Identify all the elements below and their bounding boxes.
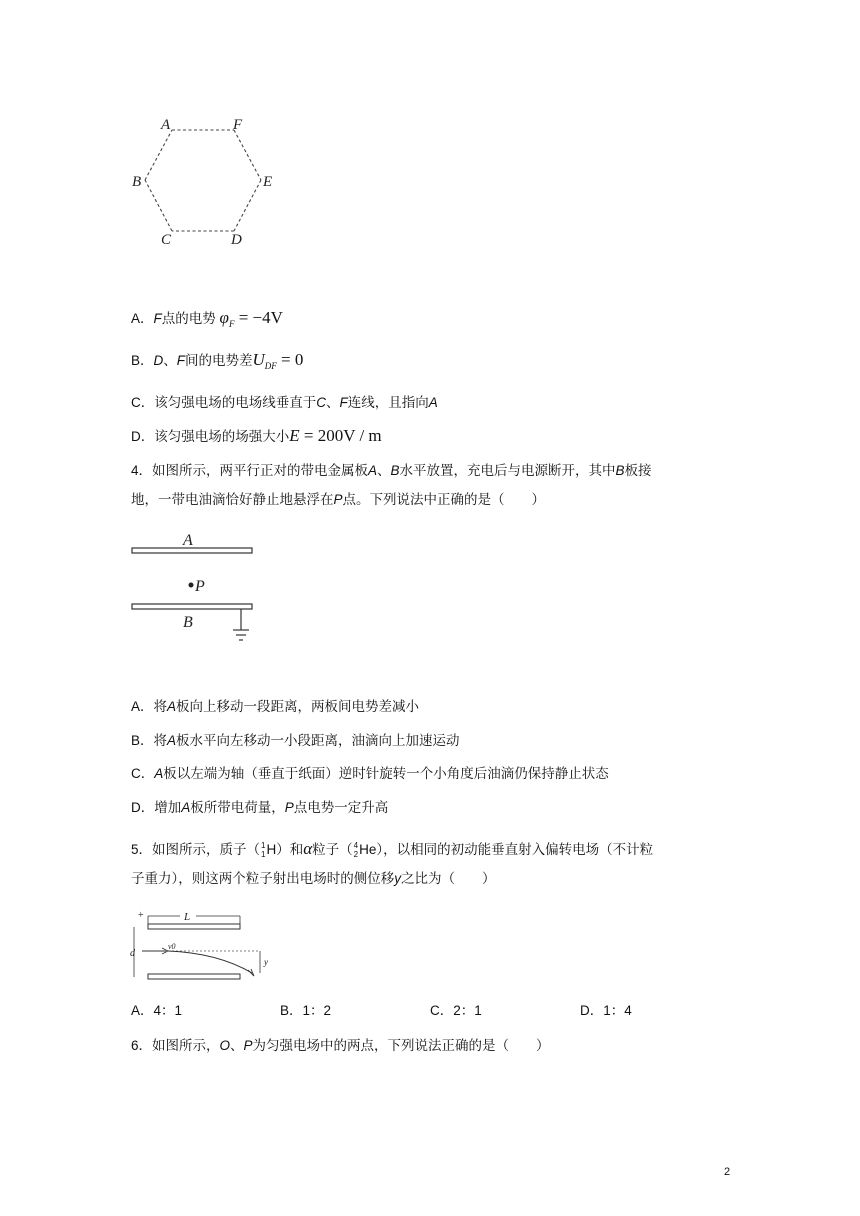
oil-drop bbox=[189, 583, 194, 588]
capacitor-figure bbox=[128, 530, 268, 645]
q5-option-c: C．2：1 bbox=[430, 1003, 482, 1018]
label-L: L bbox=[184, 911, 191, 923]
q5-option-a: A．4：1 bbox=[131, 1003, 183, 1018]
q5-stem: 5．如图所示，质子（1 1H）和α粒子（4 2He），以相同的初动能垂直射入偏转电场（不计粒 子重力），则这两个粒子射出电场时的侧位移y之比为（ ） bbox=[131, 839, 654, 886]
q4-option-d: D．增加A板所带电荷量，P点电势一定升高 bbox=[131, 800, 389, 815]
q4-stem: 4．如图所示，两平行正对的带电金属板A、B水平放置，充电后与电源断开，其中B板接 地，一带电油滴恰好静止地悬浮在P点。下列说法中正确的是（ ） bbox=[131, 463, 652, 507]
label-point-P: P bbox=[195, 578, 205, 595]
label-d: d bbox=[130, 948, 135, 959]
q5-option-b: B．1：2 bbox=[280, 1003, 332, 1018]
label-plate-A: A bbox=[183, 532, 193, 549]
ground-symbol bbox=[233, 609, 249, 640]
page-number: 2 bbox=[724, 1166, 731, 1178]
q6-stem: 6．如图所示，O、P为匀强电场中的两点，下列说法正确的是（ ） bbox=[131, 1038, 550, 1053]
label-plate-B: B bbox=[183, 614, 193, 631]
q3-option-c: C．该匀强电场的电场线垂直于C、F连线，且指向A bbox=[131, 395, 438, 410]
label-E: E bbox=[263, 174, 273, 190]
q3-option-a: A．F点的电势 $\varphi_F = -4V$ bbox=[131, 308, 283, 329]
label-B: B bbox=[132, 174, 142, 190]
label-D: D bbox=[231, 232, 242, 248]
trajectory bbox=[168, 951, 252, 973]
plate-B bbox=[132, 604, 252, 609]
hexagon-figure bbox=[125, 110, 305, 250]
q4-option-b: B．将A板水平向左移动一小段距离，油滴向上加速运动 bbox=[131, 733, 460, 748]
q3-option-d: D．该匀强电场的场强大小E = 200V / m bbox=[131, 426, 382, 445]
q4-option-a: A．将A板向上移动一段距离，两板间电势差减小 bbox=[131, 699, 420, 714]
deflection-figure bbox=[128, 906, 278, 986]
label-A: A bbox=[161, 117, 171, 133]
label-F: F bbox=[233, 117, 243, 133]
upper-plate bbox=[148, 924, 240, 929]
plus-sign: + bbox=[138, 910, 144, 921]
label-v0: v0 bbox=[168, 942, 176, 951]
q4-option-c: C．A板以左端为轴（垂直于纸面）逆时针旋转一个小角度后油滴仍保持静止状态 bbox=[131, 766, 609, 781]
q5-option-d: D．1：4 bbox=[580, 1003, 632, 1018]
label-C: C bbox=[161, 232, 172, 248]
label-y: y bbox=[264, 957, 268, 967]
lower-plate bbox=[148, 974, 240, 979]
q3-option-b: B．D、F间的电势差$U_{DF} = 0$ bbox=[131, 350, 304, 371]
